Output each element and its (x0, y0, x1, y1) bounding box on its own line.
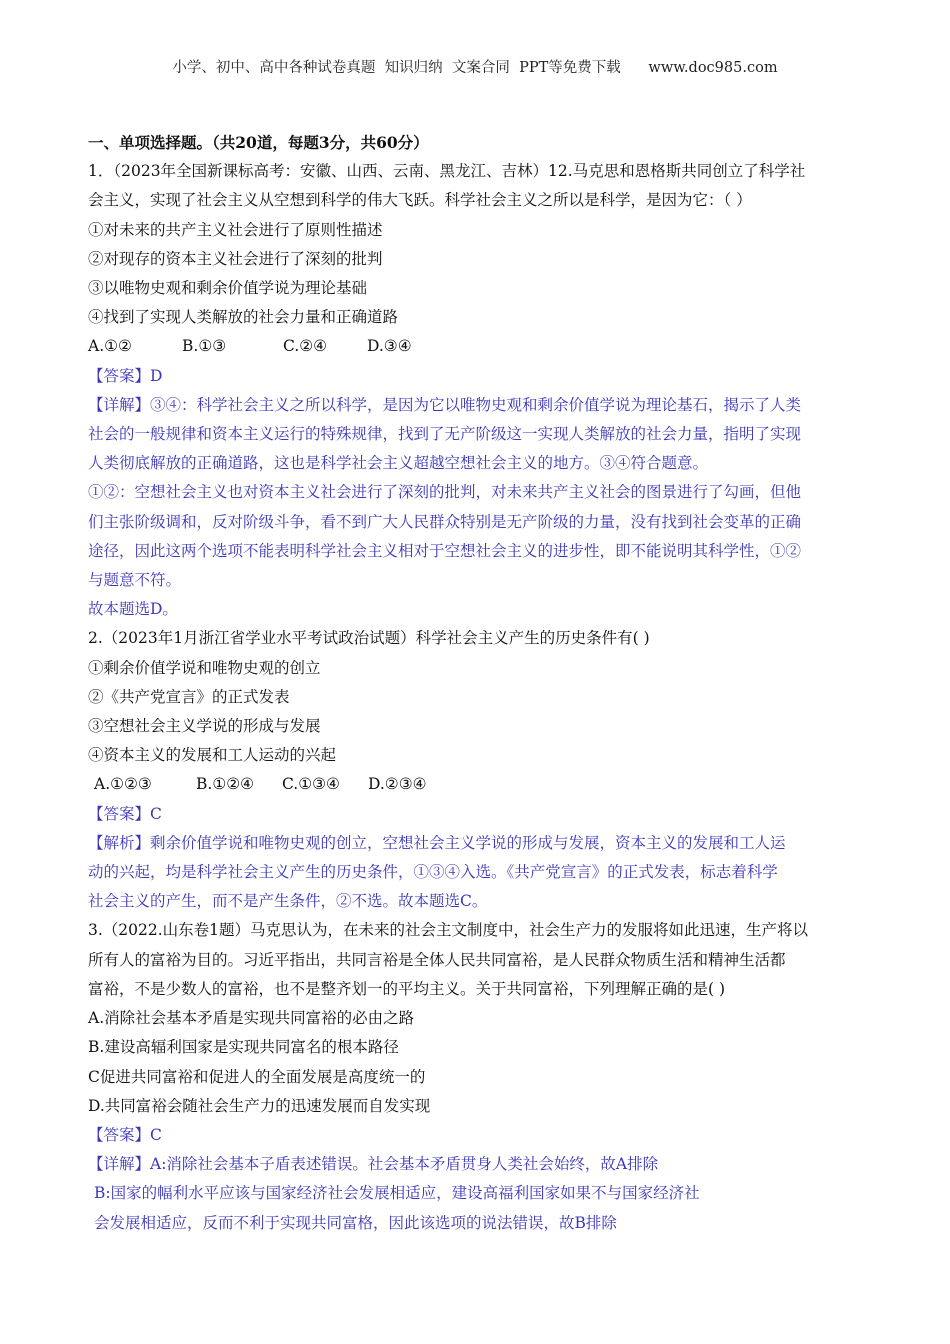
q2-stem: 2.（2023年1月浙江省学业水平考试政治试题）科学社会主义产生的历史条件有( ) (88, 629, 650, 648)
q2-answer: 【答案】C (88, 804, 162, 823)
q3-option-a: A.消除社会基本矛盾是实现共同富裕的必由之路 (88, 1009, 415, 1028)
q3-option-d: D.共同富裕会随社会生产力的迅速发展而自发实现 (88, 1096, 431, 1115)
q1-item-3: ③以唯物史观和剩余价值学说为理论基础 (88, 279, 368, 298)
q3-detail-line-1: 【详解】A:消除社会基本子盾表述错误。社会基本矛盾贯身人类社会始终，故A排除 (88, 1155, 659, 1174)
q3-option-c: C促进共同富裕和促进人的全面发展是高度统一的 (88, 1067, 426, 1086)
q1-option-a: A.①② (88, 337, 132, 356)
q1-option-c: C.②④ (283, 337, 328, 356)
q2-option-a: A.①②③ (94, 775, 152, 794)
q2-option-d: D.②③④ (368, 775, 427, 794)
q1-item-1: ①对未来的共产主义社会进行了原则性描述 (88, 220, 383, 239)
q2-item-4: ④资本主义的发展和工人运动的兴起 (88, 746, 337, 765)
q1-detail-line-8: 故本题选D。 (88, 600, 178, 619)
q1-detail-line-7: 与题意不符。 (88, 571, 182, 590)
q2-options (88, 770, 866, 799)
q2-detail-line-3: 社会主义的产生，而不是产生条件，②不选。故本题选C。 (88, 892, 488, 911)
q1-detail-line-3: 人类彻底解放的正确道路，这也是科学社会主义超越空想社会主义的地方。③④符合题意。 (88, 454, 709, 473)
section-title: 一、单项选择题。（共20道，每题3分，共60分） (88, 133, 429, 152)
document-body (88, 128, 866, 1238)
q2-detail-line-1: 【解析】剩余价值学说和唯物史观的创立，空想社会主义学说的形成与发展，资本主义的发展和工人运 (88, 833, 786, 852)
q2-item-1: ①剩余价值学说和唯物史观的创立 (88, 658, 321, 677)
q1-option-b: B.①③ (182, 337, 227, 356)
q2-option-c: C.①③④ (282, 775, 340, 794)
q1-options (88, 332, 866, 361)
q1-item-4: ④找到了实现人类解放的社会力量和正确道路 (88, 308, 399, 327)
q1-answer: 【答案】D (88, 366, 163, 385)
q3-detail-line-3: 会发展相适应，反而不利于实现共同富格，因此该选项的说法错误，故B排除 (94, 1213, 617, 1232)
q3-stem-line-3: 富裕，不是少数人的富裕，也不是整齐划一的平均主义。关于共同富裕，下列理解正确的是( ) (88, 979, 726, 998)
q2-option-b: B.①②④ (196, 775, 255, 794)
page-header (0, 56, 950, 77)
q3-answer: 【答案】C (88, 1125, 162, 1144)
q3-stem-line-1: 3.（2022.山东卷1题）马克思认为，在未来的社会主文制度中，社会生产力的发服将如此迅速，生产将以 (88, 921, 809, 940)
header-text: 小学、初中、高中各种试卷真题 知识归纳 文案合同 PPT等免费下载 (172, 60, 621, 76)
q1-stem-line-2: 会主义，实现了社会主义从空想到科学的伟大飞跃。科学社会主义之所以是科学，是因为它：（ ） (88, 191, 752, 210)
q1-item-2: ②对现存的资本主义社会进行了深刻的批判 (88, 249, 383, 268)
q2-item-2: ②《共产党宣言》的正式发表 (88, 687, 290, 706)
q1-stem-line-1: 1．（2023年全国新课标高考：安徽、山西、云南、黑龙江、吉林）12.马克思和恩格斯共同创立了科学社 (88, 162, 806, 181)
q1-detail-line-2: 社会的一般规律和资本主义运行的特殊规律，找到了无产阶级这一实现人类解放的社会力量，指明了实现 (88, 425, 802, 444)
q1-detail-line-6: 途径，因此这两个选项不能表明科学社会主义相对于空想社会主义的进步性，即不能说明其科学性，①② (88, 541, 802, 560)
q2-item-3: ③空想社会主义学说的形成与发展 (88, 717, 321, 736)
q1-detail-line-5: 们主张阶级调和，反对阶级斗争，看不到广大人民群众特别是无产阶级的力量，没有找到社会变革的正确 (88, 512, 802, 531)
q3-option-b: B.建设高辐利国家是实现共同富名的根本路径 (88, 1038, 399, 1057)
q2-detail-line-2: 动的兴起，均是科学社会主义产生的历史条件，①③④入选。《共产党宣言》的正式发表，标志着科学 (88, 863, 778, 882)
q1-option-d: D.③④ (367, 337, 412, 356)
header-url: www.doc985.com (648, 60, 778, 76)
q3-stem-line-2: 所有人的富裕为目的。习近平指出，共同言裕是全体人民共同富裕，是人民群众物质生活和精神生活都 (88, 950, 786, 969)
q1-detail-line-4: ①②：空想社会主义也对资本主义社会进行了深刻的批判，对未来共产主义社会的图景进行了勾画，但他 (88, 483, 802, 502)
q3-detail-line-2: B:国家的幅利水平应该与国家经济社会发展相适应，建设高福利国家如果不与国家经济社 (94, 1184, 700, 1203)
q1-detail-line-1: 【详解】③④：科学社会主义之所以科学，是因为它以唯物史观和剩余价值学说为理论基石，揭示了人类 (88, 395, 802, 414)
